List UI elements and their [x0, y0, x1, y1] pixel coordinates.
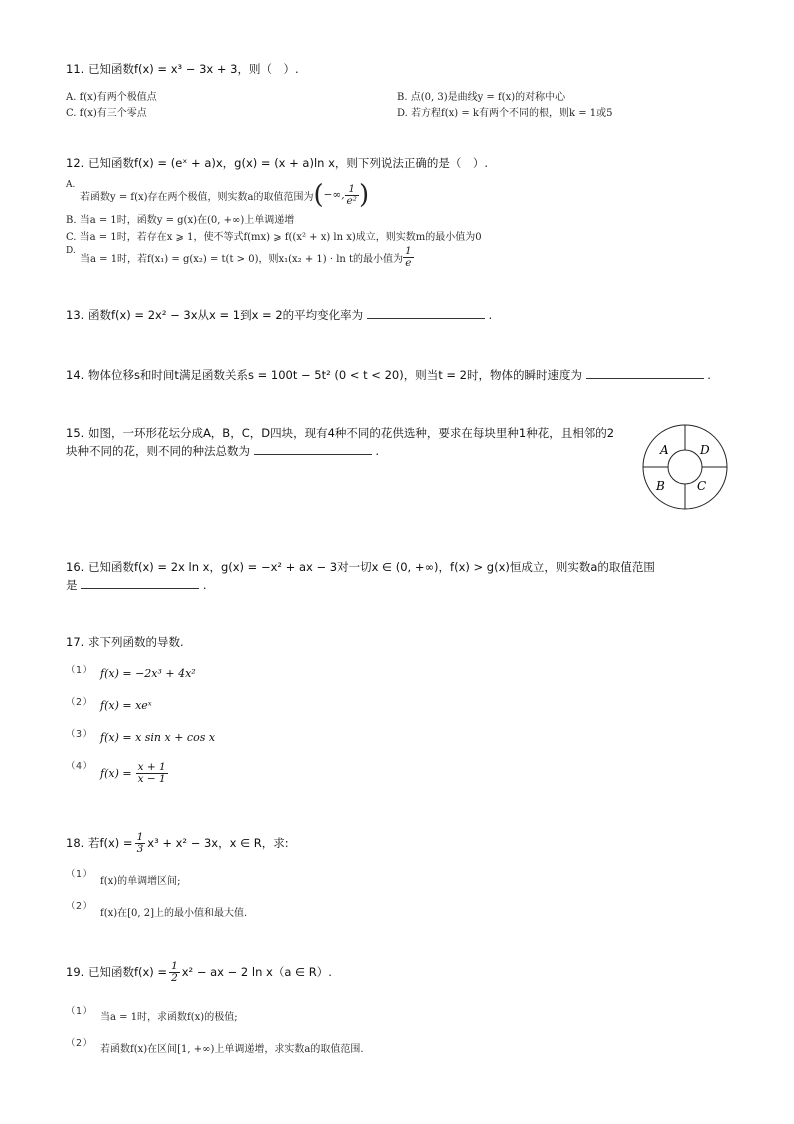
region-label-c: C [697, 479, 707, 493]
fraction-denominator: 2 [171, 971, 178, 984]
q14-period: . [707, 368, 711, 382]
q19-stem [66, 957, 332, 987]
q18-part2-label: （2） [66, 901, 93, 912]
q12-option-a-label: A. [66, 180, 76, 190]
q12-option-b: B. 当a = 1时，函数y = g(x)在(0, +∞)上单调递增 [66, 215, 295, 226]
q13-period: . [488, 308, 493, 322]
q17-part1-label: （1） [66, 665, 93, 676]
fraction-numerator: 1 [136, 830, 144, 843]
fraction-numerator: 1 [345, 184, 359, 196]
q12-option-d-label: D. [66, 246, 76, 256]
q11-option-d: D. 若方程f(x) = k有两个不同的根，则k = 1或5 [397, 108, 613, 119]
q17-part1: f(x) = −2x³ + 4x² [100, 667, 196, 680]
region-label-d: D [700, 443, 710, 457]
q18-part2: f(x)在[0, 2]上的最小值和最大值. [100, 908, 248, 919]
q16-line2-text: 是 [66, 578, 78, 592]
fraction-denominator: 3 [136, 842, 144, 855]
q13 [66, 307, 492, 323]
fraction-denominator: e [405, 256, 412, 269]
q18-stem [66, 828, 289, 858]
q12-option-d-text: 当a = 1时，若f(x₁) = g(x₂) = t(t > 0)，则x₁(x₂ + 1) · ln t的最小值为 [80, 253, 404, 265]
q18-stem-fraction [135, 832, 146, 855]
fraction-denominator: e² [346, 194, 357, 207]
q16-answer-blank[interactable] [81, 578, 199, 589]
q15-line1: 15. 如图，一环形花坛分成A，B，C，D四块，现有4种不同的花供选种，要求在每块里种1种花，且相邻的2 [66, 426, 615, 440]
q13-stem: 13. 函数f(x) = 2x² − 3x从x = 1到x = 2的平均变化率为 [66, 308, 364, 322]
q11-option-b: B. 点(0, 3)是曲线y = f(x)的对称中心 [397, 92, 566, 103]
q15-answer-blank[interactable] [254, 444, 372, 455]
q17-part4-label: （4） [66, 761, 93, 772]
q17-part4-lhs: f(x) = [100, 766, 132, 780]
q19-stem-prefix: 19. 已知函数f(x) = [66, 965, 168, 979]
region-label-b: B [656, 479, 665, 493]
q19-stem-fraction [169, 961, 180, 984]
q16-line1: 16. 已知函数f(x) = 2x ln x，g(x) = −x² + ax − 3对一切x ∈ (0, +∞)，f(x) > g(x)恒成立，则实数a的取值范围 [66, 560, 655, 574]
q19-stem-suffix: x² − ax − 2 ln x（a ∈ R）. [181, 965, 332, 979]
q12-option-a-range: −∞, [323, 189, 345, 201]
q11-option-a: A. f(x)有两个极值点 [66, 92, 157, 103]
q17-part4 [100, 758, 168, 788]
right-paren: ) [358, 180, 370, 210]
q14 [66, 367, 711, 383]
left-paren: ( [313, 180, 324, 210]
q17-stem: 17. 求下列函数的导数. [66, 635, 184, 649]
annular-flowerbed-figure [640, 424, 730, 510]
q18-part1: f(x)的单调增区间; [100, 876, 181, 887]
fraction-denominator: x − 1 [137, 772, 166, 785]
fraction-numerator: x + 1 [137, 760, 166, 773]
q12-option-a-text: 若函数y = f(x)存在两个极值，则实数a的取值范围为 [80, 191, 314, 203]
q12-stem: 12. 已知函数f(x) = (eˣ + a)x，g(x) = (x + a)ln x，则下列说法正确的是（ ）. [66, 156, 489, 170]
fraction-numerator: 1 [171, 959, 178, 972]
q11-stem: 11. 已知函数f(x) = x³ − 3x + 3，则（ ）. [66, 62, 299, 76]
q19-part2-label: （2） [66, 1038, 93, 1049]
q16-period: . [202, 578, 207, 592]
q11-option-c: C. f(x)有三个零点 [66, 108, 147, 119]
q12-option-d-fraction [403, 246, 414, 269]
q14-stem: 14. 物体位移s和时间t满足函数关系s = 100t − 5t² (0 < t < 20)，则当t = 2时，物体的瞬时速度为 [66, 368, 582, 382]
q19-part1: 当a = 1时，求函数f(x)的极值; [100, 1012, 238, 1023]
q12-option-d [80, 244, 414, 270]
q17-part3: f(x) = x sin x + cos x [100, 731, 216, 744]
q15-line2 [66, 443, 379, 459]
q18-stem-suffix: x³ + x² − 3x，x ∈ R，求: [147, 836, 289, 850]
region-label-a: A [660, 443, 669, 457]
q18-stem-prefix: 18. 若f(x) = [66, 836, 133, 850]
q12-option-a [80, 180, 369, 210]
q15-line2-text: 块种不同的花，则不同的种法总数为 [66, 444, 250, 458]
q17-part2-label: （2） [66, 697, 93, 708]
q17-part3-label: （3） [66, 729, 93, 740]
q16-line2 [66, 577, 206, 593]
q14-answer-blank[interactable] [586, 368, 704, 379]
q13-answer-blank[interactable] [367, 308, 485, 319]
q12-option-c: C. 当a = 1时，若存在x ⩾ 1，使不等式f(mx) ⩾ f((x² + x) ln x)成立，则实数m的最小值为0 [66, 232, 482, 243]
q17-part4-fraction [136, 762, 168, 785]
q19-part2: 若函数f(x)在区间[1, +∞)上单调递增，求实数a的取值范围. [100, 1044, 364, 1055]
q19-part1-label: （1） [66, 1006, 93, 1017]
q18-part1-label: （1） [66, 869, 93, 880]
fraction-numerator: 1 [405, 244, 412, 257]
q15-period: . [375, 444, 379, 458]
q17-part2: f(x) = xeˣ [100, 699, 152, 712]
q12-option-a-fraction [345, 184, 359, 207]
